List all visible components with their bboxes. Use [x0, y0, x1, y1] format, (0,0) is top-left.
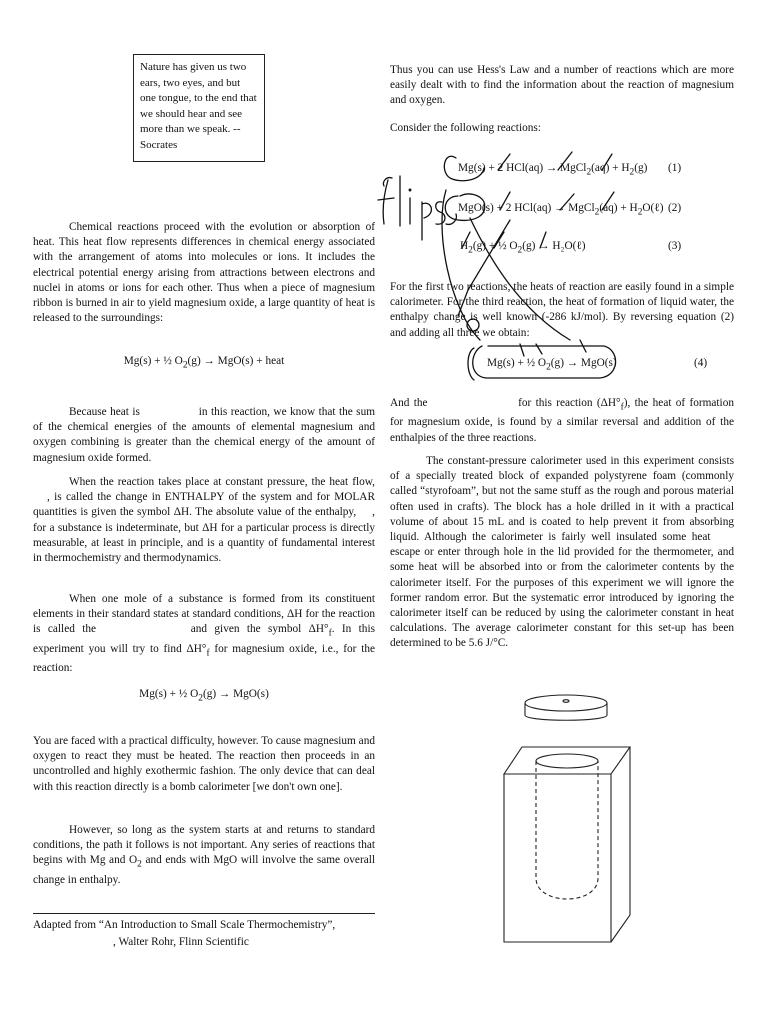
- calorimeter-block: [504, 747, 630, 942]
- footer-citation-line1: Adapted from “An Introduction to Small Scale Thermochemistry”,: [33, 919, 336, 931]
- path-paragraph: However, so long as the system starts at and returns to standard conditions, the path it follows is not important. Any series of reactions that begins with Mg and $O_2$ and ends with MgO will involve the same overall change in enthalpy.: [33, 824, 375, 886]
- formation-paragraph: When one mole of a substance is formed from its constituent elements in their standard states at standard conditions, ΔH for the reaction is called the and given the symbol $\Delta H^\circ_f$. In this experiment you will try to find $\Delta H^\circ_f$ for magnesium oxide, i.e., for the reaction:: [33, 593, 375, 675]
- intro-paragraph: Chemical reactions proceed with the evolution or absorption of heat. This heat flow represents differences in chemical energy associated with the arrangement of atoms into molecules or ions. It includes the electrical potential energy arising from attractions between electrons and nuclei in atoms or ions for each other. Thus when a piece of magnesium ribbon is burned in air to yield magnesium oxide, a large quantity of heat is released to the surroundings:: [33, 221, 375, 325]
- hess-law-paragraph: Thus you can use Hess's Law and a number of reactions which are more easily dealt with to find the information about the reaction of magnesium and oxygen.: [390, 64, 734, 107]
- heat-of-formation-paragraph: And the for this reaction $(\Delta H^\circ_f)$, the heat of formation for magnesium oxide, is found by a similar reversal and addition of the enthalpies of the three reactions.: [390, 397, 734, 444]
- reaction-1: Mg(s) + 2 HCl(aq) → MgCl$_2$(aq) + $H_2(g)$: [458, 162, 648, 178]
- footer-rule: [33, 913, 375, 914]
- reaction-1-number: (1): [668, 162, 682, 174]
- footer-citation-line2: , Walter Rohr, Flinn Scientific: [113, 936, 249, 948]
- first-two-reactions-paragraph: For the first two reactions, the heats of reaction are easily found in a simple calorimeter. For the third reaction, the heat of formation of liquid water, the enthalpy change is well known (-286 kJ/mol). By reversing equation (2) and adding all three we obtain:: [390, 281, 734, 339]
- enthalpy-paragraph: When the reaction takes place at constant pressure, the heat flow,, is called the change in ENTHALPY of the system and for MOLAR quantities is given the symbol ΔH. The absolute value of the enthalpy, , for a substance is indeterminate, but ΔH for a particular process is directly measurable, at least in principle, and is a quantity of fundamental interest in thermochemistry and thermodynamics.: [33, 476, 375, 565]
- equation-4: Mg(s) + ½ $O_2(g) \to MgO(s)$: [487, 357, 617, 373]
- reaction-3-number: (3): [668, 240, 682, 252]
- calorimeter-lid: [525, 695, 607, 720]
- handwritten-annotations: [370, 140, 750, 390]
- quote-box: [133, 54, 265, 162]
- heat-released-paragraph: Because heat is in this reaction, we know that the sum of the chemical energies of the amounts of elemental magnesium and oxygen combining is greater than the chemical energy of the amount of magnesium oxide formed.: [33, 406, 376, 464]
- reaction-3: $H_2(g)$ + ½ $O_2(g)$ → H₂O(ℓ): [460, 240, 586, 256]
- reaction-2-number: (2): [668, 202, 682, 214]
- quote-text: Nature has given us two ears, two eyes, and but one tongue, to the end that we should hear and see more than we speak. --Socrates: [140, 61, 257, 151]
- calorimeter-paragraph: The constant-pressure calorimeter used in this experiment consists of a specially treated block of expanded polystyrene foam (commonly called “styrofoam”, but not the same stuff as the rough and porous material often used in crafts). The block has a hole drilled in it with a practical volume of about 15 mL and is coated to help prevent it from absorbing liquid. Although the calorimeter is fairly well insulated some heat escape or enter through hole in the lid provided for the thermometer, and some heat will be absorbed into or from the calorimeter contents by the calorimeter itself. For the purposes of this experiment we will ignore the former random error. But the systematic error introduced by ignoring the calorimeter itself can be reduced by using the calorimeter constant in heat calculations. The average calorimeter constant for this set-up has been determined to be 5.6 J/°C.: [390, 455, 734, 650]
- reaction-2: MgO(s) + 2 HCl(aq) → MgCl$_2$(aq) + $H_2O(\ell)$: [458, 202, 664, 218]
- difficulty-paragraph: You are faced with a practical difficulty, however. To cause magnesium and oxygen to react they must be heated. The reaction then proceeds in an uncontrolled and highly exothermic fashion. The only device that can deal with this reaction directly is a bomb calorimeter [we don't own one].: [33, 735, 375, 793]
- equation-heat: Mg(s) + ½ $O_2(g) \to MgO(s)$ + heat: [123, 355, 285, 371]
- consider-reactions: Consider the following reactions:: [390, 122, 541, 134]
- equation-4-number: (4): [694, 357, 708, 369]
- equation-formation: Mg(s) + ½ $O_2(g) \to MgO(s)$: [139, 688, 269, 704]
- calorimeter-diagram: [480, 680, 660, 1000]
